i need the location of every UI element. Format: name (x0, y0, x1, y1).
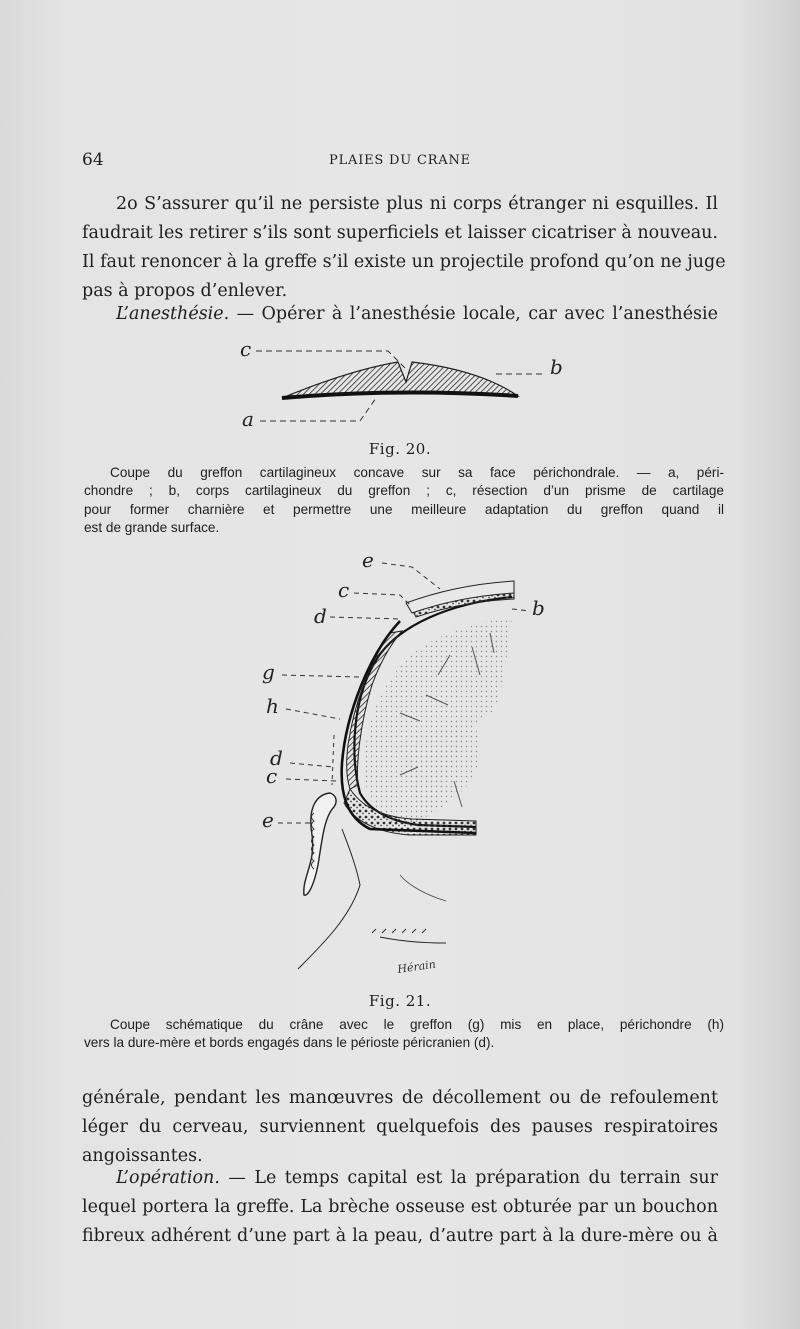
label-b: b (532, 596, 545, 620)
text-line: léger du cerveau, surviennent quelquefois des pauses respiratoires (82, 1117, 718, 1137)
text-line: générale, pendant les manœuvres de décollement ou de refoulement (82, 1088, 718, 1108)
text-line: Il faut renoncer à la greffe s’il existe un projectile profond qu’on ne juge (82, 252, 726, 272)
figure-21-skull-section (250, 545, 570, 990)
figure-21-number: Fig. 21. (368, 992, 432, 1010)
text-line: angoissantes. (82, 1146, 203, 1166)
section-title-anesthesia: L’anesthésie. (116, 304, 230, 324)
artist-signature: Hérain (396, 957, 437, 976)
running-title: PLAIES DU CRANE (329, 153, 471, 168)
label-d-bottom: d (270, 746, 283, 770)
text-line: lequel portera la greffe. La brèche osseuse est obturée par un bouchon (82, 1197, 718, 1217)
text-line (82, 300, 718, 329)
label-h: h (266, 694, 279, 718)
label-c-top: c (338, 578, 350, 602)
caption-line: chondre ; b, corps cartilagineux du greffon ; c, résection d’un prisme de cartilage (84, 483, 724, 499)
text-line: pas à propos d’enlever. (82, 281, 288, 301)
caption-line: est de grande surface. (84, 520, 220, 536)
label-a: a (242, 407, 254, 431)
scalp-bottom (304, 793, 336, 895)
label-g: g (262, 660, 275, 684)
text-line: faudrait les retirer s’ils sont superficiels et laisser cicatriser à nouveau. (82, 223, 718, 243)
figure-20-cartilage-graft (220, 330, 600, 430)
label-c: c (240, 337, 252, 361)
label-e-bottom: e (262, 808, 274, 832)
caption-line: vers la dure-mère et bords engagés dans le périoste péricranien (d). (84, 1035, 495, 1051)
paragraph-respiratory-pauses (82, 1084, 718, 1171)
figure-21-caption (84, 1016, 724, 1053)
page-number: 64 (82, 150, 104, 170)
face-profile (298, 829, 360, 969)
label-c-bottom: c (266, 764, 278, 788)
caption-line: Coupe schématique du crâne avec le greffon (g) mis en place, périchondre (h) (110, 1017, 724, 1032)
caption-line: Coupe du greffon cartilagineux concave sur sa face périchondrale. — a, péri- (110, 465, 724, 480)
text-run: — Opérer à l’anesthésie locale, car avec l’anesthésie (229, 304, 718, 324)
figure-20-number: Fig. 20. (368, 440, 432, 458)
paragraph-anesthesia (82, 300, 718, 329)
paragraph-operation (82, 1164, 718, 1251)
text-line: fibreux adhérent d’une part à la peau, d’autre part à la dure-mère ou à (82, 1226, 718, 1246)
text-line (82, 1164, 718, 1193)
text-line: 2o S’assurer qu’il ne persiste plus ni corps étranger ni esquilles. Il (116, 194, 718, 214)
label-d-top: d (314, 604, 327, 628)
label-e-top: e (362, 548, 374, 572)
section-title-operation: L’opération. (116, 1168, 220, 1188)
text-run: — Le temps capital est la préparation du terrain sur (219, 1168, 718, 1188)
caption-line: pour former charnière et permettre une meilleure adaptation du greffon quand il (84, 501, 724, 517)
paragraph-preparation (82, 190, 726, 306)
figure-20-caption (84, 464, 724, 538)
label-b: b (550, 355, 563, 379)
